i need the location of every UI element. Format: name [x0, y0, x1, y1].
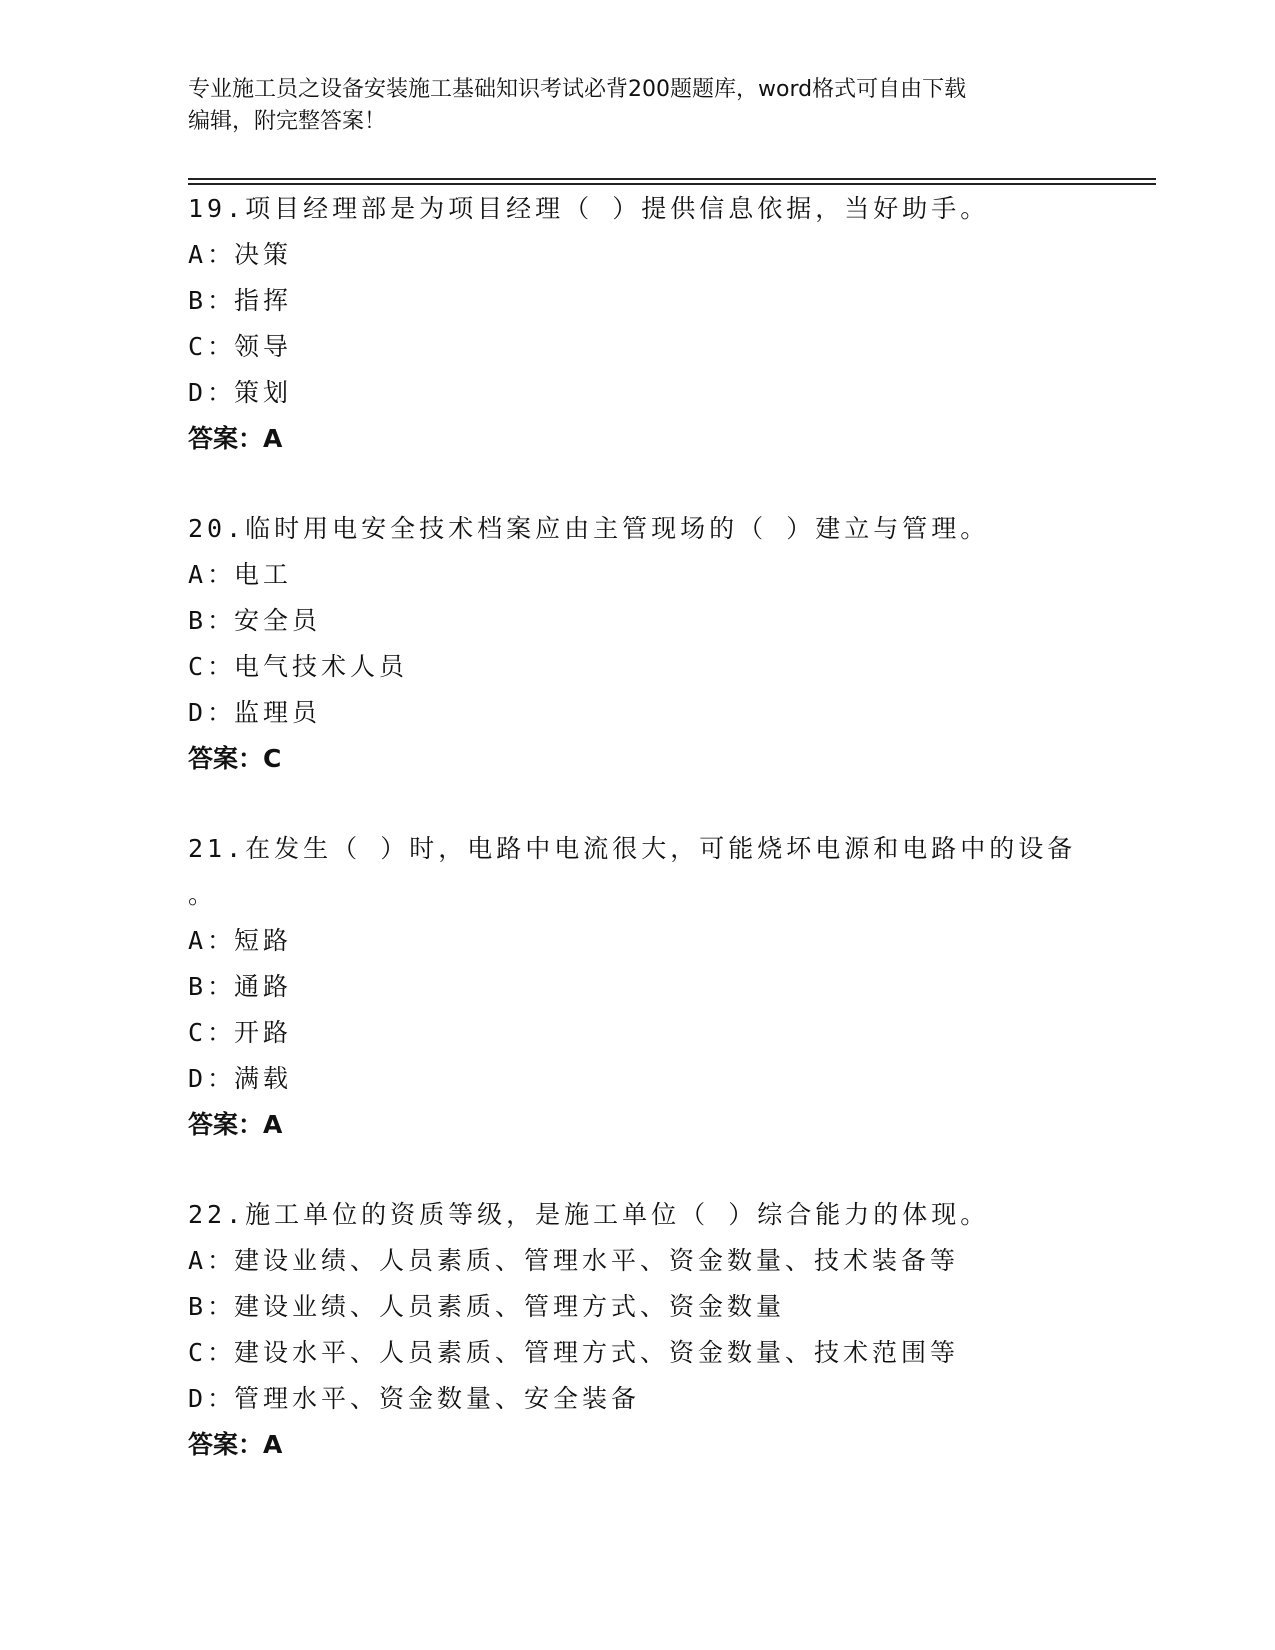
option-a — [188, 918, 1088, 964]
option-text: 电工 — [234, 560, 293, 589]
option-letter: C： — [188, 652, 237, 681]
option-text: 短路 — [234, 926, 293, 955]
option-b — [188, 598, 1088, 644]
question-stem: 20.临时用电安全技术档案应由主管现场的（ ）建立与管理。 — [188, 514, 990, 543]
option-letter: D： — [188, 1064, 237, 1093]
option-text: 满载 — [234, 1064, 293, 1093]
answer: 答案：C — [188, 744, 282, 773]
option-d — [188, 1056, 1088, 1102]
question-21 — [188, 826, 1088, 1148]
option-text: 通路 — [234, 972, 293, 1001]
option-letter: D： — [188, 698, 237, 727]
option-letter: A： — [188, 560, 237, 589]
header-title-line1: 专业施工员之设备安装施工基础知识考试必背200题题库，word格式可自由下载 — [188, 77, 967, 102]
option-letter: B： — [188, 1292, 237, 1321]
option-text: 监理员 — [234, 698, 322, 727]
option-c — [188, 1330, 1088, 1376]
option-c — [188, 1010, 1088, 1056]
option-text: 建设业绩、人员素质、管理水平、资金数量、技术装备等 — [234, 1246, 960, 1275]
option-text: 管理水平、资金数量、安全装备 — [234, 1384, 641, 1413]
header-divider-top — [188, 178, 1156, 180]
question-stem: 19.项目经理部是为项目经理（ ）提供信息依据，当好助手。 — [188, 194, 990, 223]
option-letter: A： — [188, 240, 237, 269]
option-b — [188, 278, 1088, 324]
answer: 答案：A — [188, 1110, 283, 1139]
option-d — [188, 690, 1088, 736]
answer: 答案：A — [188, 424, 283, 453]
question-19 — [188, 186, 1088, 462]
option-text: 电气技术人员 — [234, 652, 409, 681]
option-c — [188, 644, 1088, 690]
option-letter: B： — [188, 972, 237, 1001]
option-text: 指挥 — [234, 286, 293, 315]
option-text: 建设水平、人员素质、管理方式、资金数量、技术范围等 — [234, 1338, 960, 1367]
header-divider-bottom — [188, 183, 1156, 185]
option-text: 策划 — [234, 378, 293, 407]
question-stem-continuation: 。 — [188, 880, 218, 909]
option-letter: C： — [188, 1338, 237, 1367]
header-title-line2: 编辑，附完整答案！ — [188, 109, 387, 134]
option-letter: C： — [188, 332, 237, 361]
option-c — [188, 324, 1088, 370]
option-letter: D： — [188, 1384, 237, 1413]
option-text: 决策 — [234, 240, 293, 269]
option-text: 开路 — [234, 1018, 293, 1047]
option-b — [188, 1284, 1088, 1330]
document-header — [188, 74, 1068, 138]
question-stem: 22.施工单位的资质等级，是施工单位（ ）综合能力的体现。 — [188, 1200, 990, 1229]
option-letter: B： — [188, 286, 237, 315]
question-20 — [188, 506, 1088, 782]
question-22 — [188, 1192, 1088, 1468]
option-d — [188, 370, 1088, 416]
option-d — [188, 1376, 1088, 1422]
option-text: 建设业绩、人员素质、管理方式、资金数量 — [234, 1292, 786, 1321]
option-letter: A： — [188, 1246, 237, 1275]
option-a — [188, 232, 1088, 278]
option-a — [188, 1238, 1088, 1284]
option-text: 安全员 — [234, 606, 322, 635]
option-letter: D： — [188, 378, 237, 407]
option-letter: C： — [188, 1018, 237, 1047]
option-letter: B： — [188, 606, 237, 635]
answer: 答案：A — [188, 1430, 283, 1459]
option-letter: A： — [188, 926, 237, 955]
option-text: 领导 — [234, 332, 293, 361]
option-a — [188, 552, 1088, 598]
option-b — [188, 964, 1088, 1010]
question-stem: 21.在发生（ ）时，电路中电流很大，可能烧坏电源和电路中的设备 — [188, 834, 1077, 863]
